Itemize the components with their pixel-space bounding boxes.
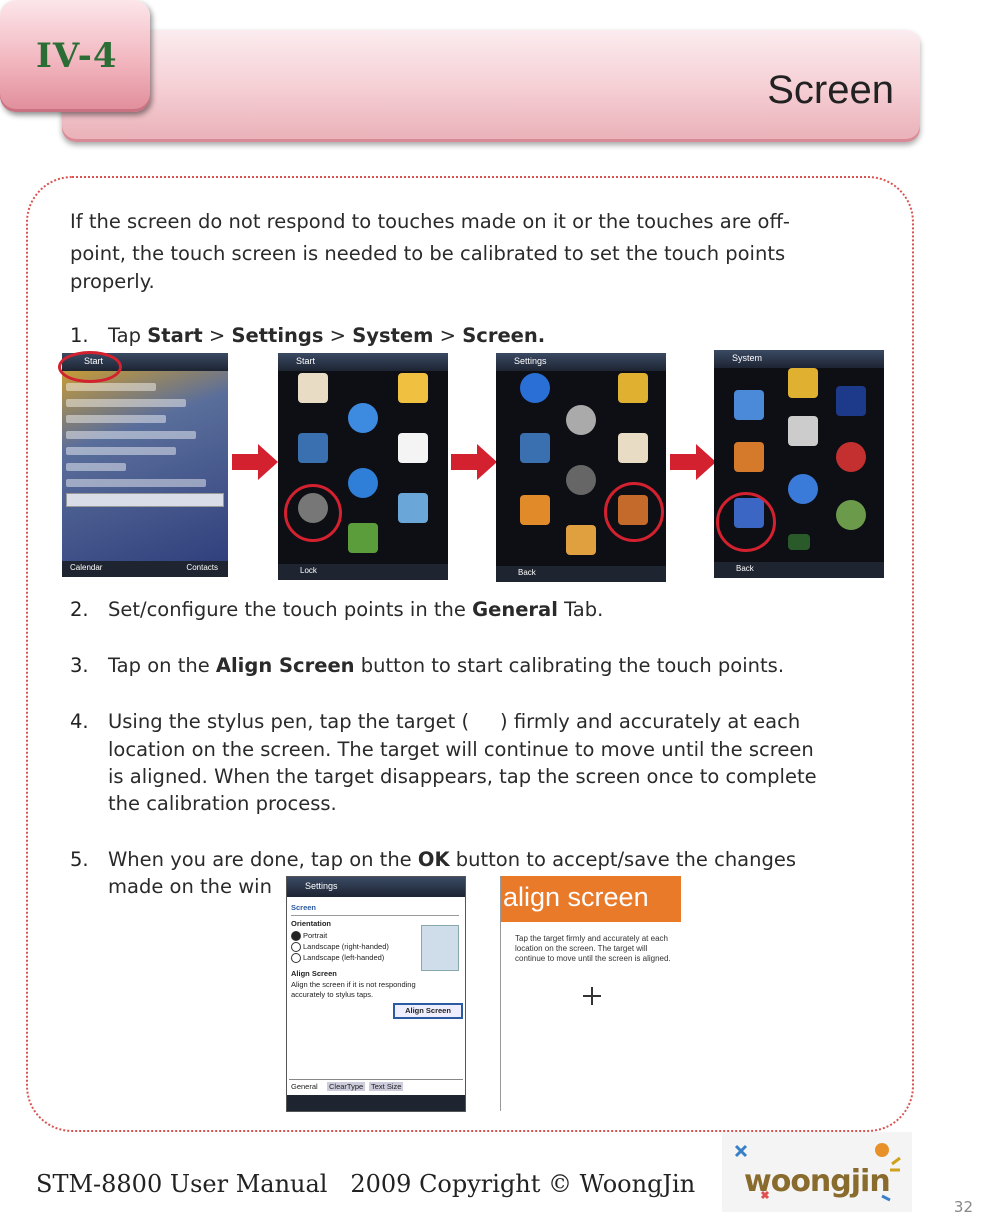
system-grid-softkeys: [714, 562, 884, 578]
step-3-pre: Tap on the: [108, 654, 216, 677]
step-1-text: [108, 322, 545, 349]
remove-programs-icon: [836, 442, 866, 472]
todayx-icon: [836, 500, 866, 530]
align-screen-heading-banner: align screen: [501, 876, 681, 922]
logo-word: woongjin: [744, 1164, 890, 1199]
page-title: Screen: [767, 68, 894, 112]
personal-icon: [566, 525, 596, 555]
text-icon: [348, 403, 378, 433]
intro-line-3: properly.: [70, 270, 155, 293]
step-5-number: 5.: [70, 848, 89, 871]
email-icon: [398, 373, 428, 403]
step-1-screen: Screen.: [462, 324, 546, 347]
system-grid-title: System: [732, 353, 763, 363]
step-4-line-1: Using the stylus pen, tap the target ( ) firmly and accurately at each: [108, 710, 801, 733]
backlight-icon: [788, 534, 810, 550]
step-2-pre: Set/configure the touch points in the: [108, 598, 473, 621]
external-gps-icon: [734, 390, 764, 420]
memory-icon: [836, 386, 866, 416]
start-menu-screenshot: [62, 353, 228, 577]
settings-grid-softkeys: [496, 566, 666, 582]
screen-settings-screenshot: [286, 876, 466, 1112]
target-crosshair-icon: [583, 987, 601, 1005]
highlight-screen-ring: [716, 492, 776, 552]
screen-settings-titlebar: [287, 877, 465, 897]
step-5-ok: OK: [417, 848, 450, 871]
settings-softkey-bar: [287, 1095, 465, 1111]
landscape-left-label: Landscape (left-handed): [303, 953, 385, 962]
step-4-line-2: location on the screen. The target will continue to move until the screen: [108, 738, 814, 761]
lock-icon: [618, 373, 648, 403]
today-icon: [298, 373, 328, 403]
highlight-settings-ring: [284, 484, 342, 542]
woongjin-logo: [722, 1132, 912, 1212]
chapter-tab: [0, 0, 150, 112]
step-2-text: [108, 596, 603, 623]
highlight-start-ring: [58, 351, 122, 383]
start-row: [66, 383, 156, 391]
radio-portrait: [291, 931, 301, 941]
step-2-post: Tab.: [557, 598, 604, 621]
portrait-label: Portrait: [303, 931, 328, 940]
start-row: [66, 447, 176, 455]
connections-icon: [520, 495, 550, 525]
step-5-post: button to accept/save the changes: [449, 848, 797, 871]
start-row: [66, 431, 196, 439]
align-desc-2: accurately to stylus taps.: [291, 990, 374, 999]
step-1-start: Start: [147, 324, 203, 347]
tab-cleartype: ClearType: [329, 1082, 364, 1091]
start-search-box: [66, 493, 224, 507]
step-1-prefix: Tap: [108, 324, 148, 347]
pictures-icon: [398, 493, 428, 523]
tab-text-size: Text Size: [371, 1082, 402, 1091]
managed-programs-icon: [788, 416, 818, 446]
settings-tabs: [289, 1079, 463, 1094]
regional-settings-icon: [788, 474, 818, 504]
align-screen-button: Align Screen: [393, 1003, 463, 1019]
step-5-pre: When you are done, tap on the: [108, 848, 418, 871]
getting-started-icon: [348, 523, 378, 553]
clock-icon: [566, 405, 596, 435]
landscape-right-label: Landscape (right-handed): [303, 942, 389, 951]
arrow-right-icon: [451, 444, 497, 480]
header-bar: [62, 30, 920, 142]
align-desc-1: Align the screen if it is not responding: [291, 980, 416, 989]
today-icon: [618, 433, 648, 463]
contacts-icon: [298, 433, 328, 463]
intro-line-1: If the screen do not respond to touches made on it or the touches are off-: [70, 210, 790, 233]
calendar-icon: [398, 433, 428, 463]
step-5-text: [108, 846, 796, 873]
radio-landscape-right: [291, 942, 301, 952]
mtux-password-icon: [734, 442, 764, 472]
step-2-number: 2.: [70, 598, 89, 621]
step-3-align-screen: Align Screen: [215, 654, 355, 677]
step-2-general: General: [472, 598, 558, 621]
settings-grid-screenshot: [496, 353, 666, 582]
start-grid-title: Start: [296, 356, 316, 366]
step-3-post: button to start calibrating the touch points.: [354, 654, 785, 677]
align-screen-instructions: Tap the target firmly and accurately at each location on the screen. The target will continue to move until the screen is aligned.: [515, 934, 671, 963]
softkey-contacts: Contacts: [186, 563, 218, 572]
step-5-line-2: made on the win: [108, 875, 272, 898]
section-divider: [291, 915, 459, 916]
intro-line-2: point, the touch screen is needed to be calibrated to set the touch points: [70, 242, 786, 265]
start-row: [66, 399, 186, 407]
step-1-system: System: [352, 324, 434, 347]
start-row: [66, 463, 126, 471]
settings-grid-titlebar: [496, 353, 666, 371]
screen-settings-title: Settings: [305, 881, 338, 891]
power-icon: [520, 433, 550, 463]
step-1-sep-3: >: [433, 324, 463, 347]
step-1-settings: Settings: [231, 324, 324, 347]
radio-landscape-left: [291, 953, 301, 963]
sounds-icon: [566, 465, 596, 495]
step-4-line-3: is aligned. When the target disappears, tap the screen once to complete: [108, 765, 817, 788]
settings-grid-title: Settings: [514, 356, 547, 366]
softkey-lock: Lock: [300, 566, 317, 575]
step-1-sep-2: >: [323, 324, 353, 347]
system-grid-titlebar: [714, 350, 884, 368]
softkey-calendar: Calendar: [70, 563, 103, 572]
softkey-back: Back: [518, 568, 536, 577]
start-menu-title: Start: [84, 356, 104, 366]
step-1-number: 1.: [70, 324, 89, 347]
orientation-device-icon: [421, 925, 459, 971]
step-4-line-4: the calibration process.: [108, 792, 337, 815]
start-menu-softkeys: [62, 561, 228, 577]
softkey-back-2: Back: [736, 564, 754, 573]
bluetooth-icon: [520, 373, 550, 403]
page-number: 32: [953, 1198, 973, 1216]
tab-general: General: [291, 1082, 318, 1091]
start-row: [66, 479, 206, 487]
start-grid-softkeys: [278, 564, 448, 580]
step-4-number: 4.: [70, 710, 89, 733]
start-row: [66, 415, 166, 423]
arrow-right-icon: [670, 444, 716, 480]
footer-manual: STM-8800 User Manual 2009 Copyright © WoongJin: [36, 1170, 696, 1198]
align-screen-heading: Align Screen: [291, 969, 337, 978]
highlight-system-ring: [604, 482, 664, 542]
screen-section-title: Screen: [291, 903, 317, 912]
chapter-label: IV-4: [36, 36, 118, 76]
start-grid-titlebar: [278, 353, 448, 371]
orientation-heading: Orientation: [291, 919, 332, 928]
step-3-text: [108, 652, 784, 679]
arrow-right-icon: [232, 444, 278, 480]
start-grid-screenshot: [278, 353, 448, 580]
step-3-number: 3.: [70, 654, 89, 677]
internet-explorer-icon: [348, 468, 378, 498]
step-1-sep-1: >: [202, 324, 232, 347]
encryption-icon: [788, 368, 818, 398]
